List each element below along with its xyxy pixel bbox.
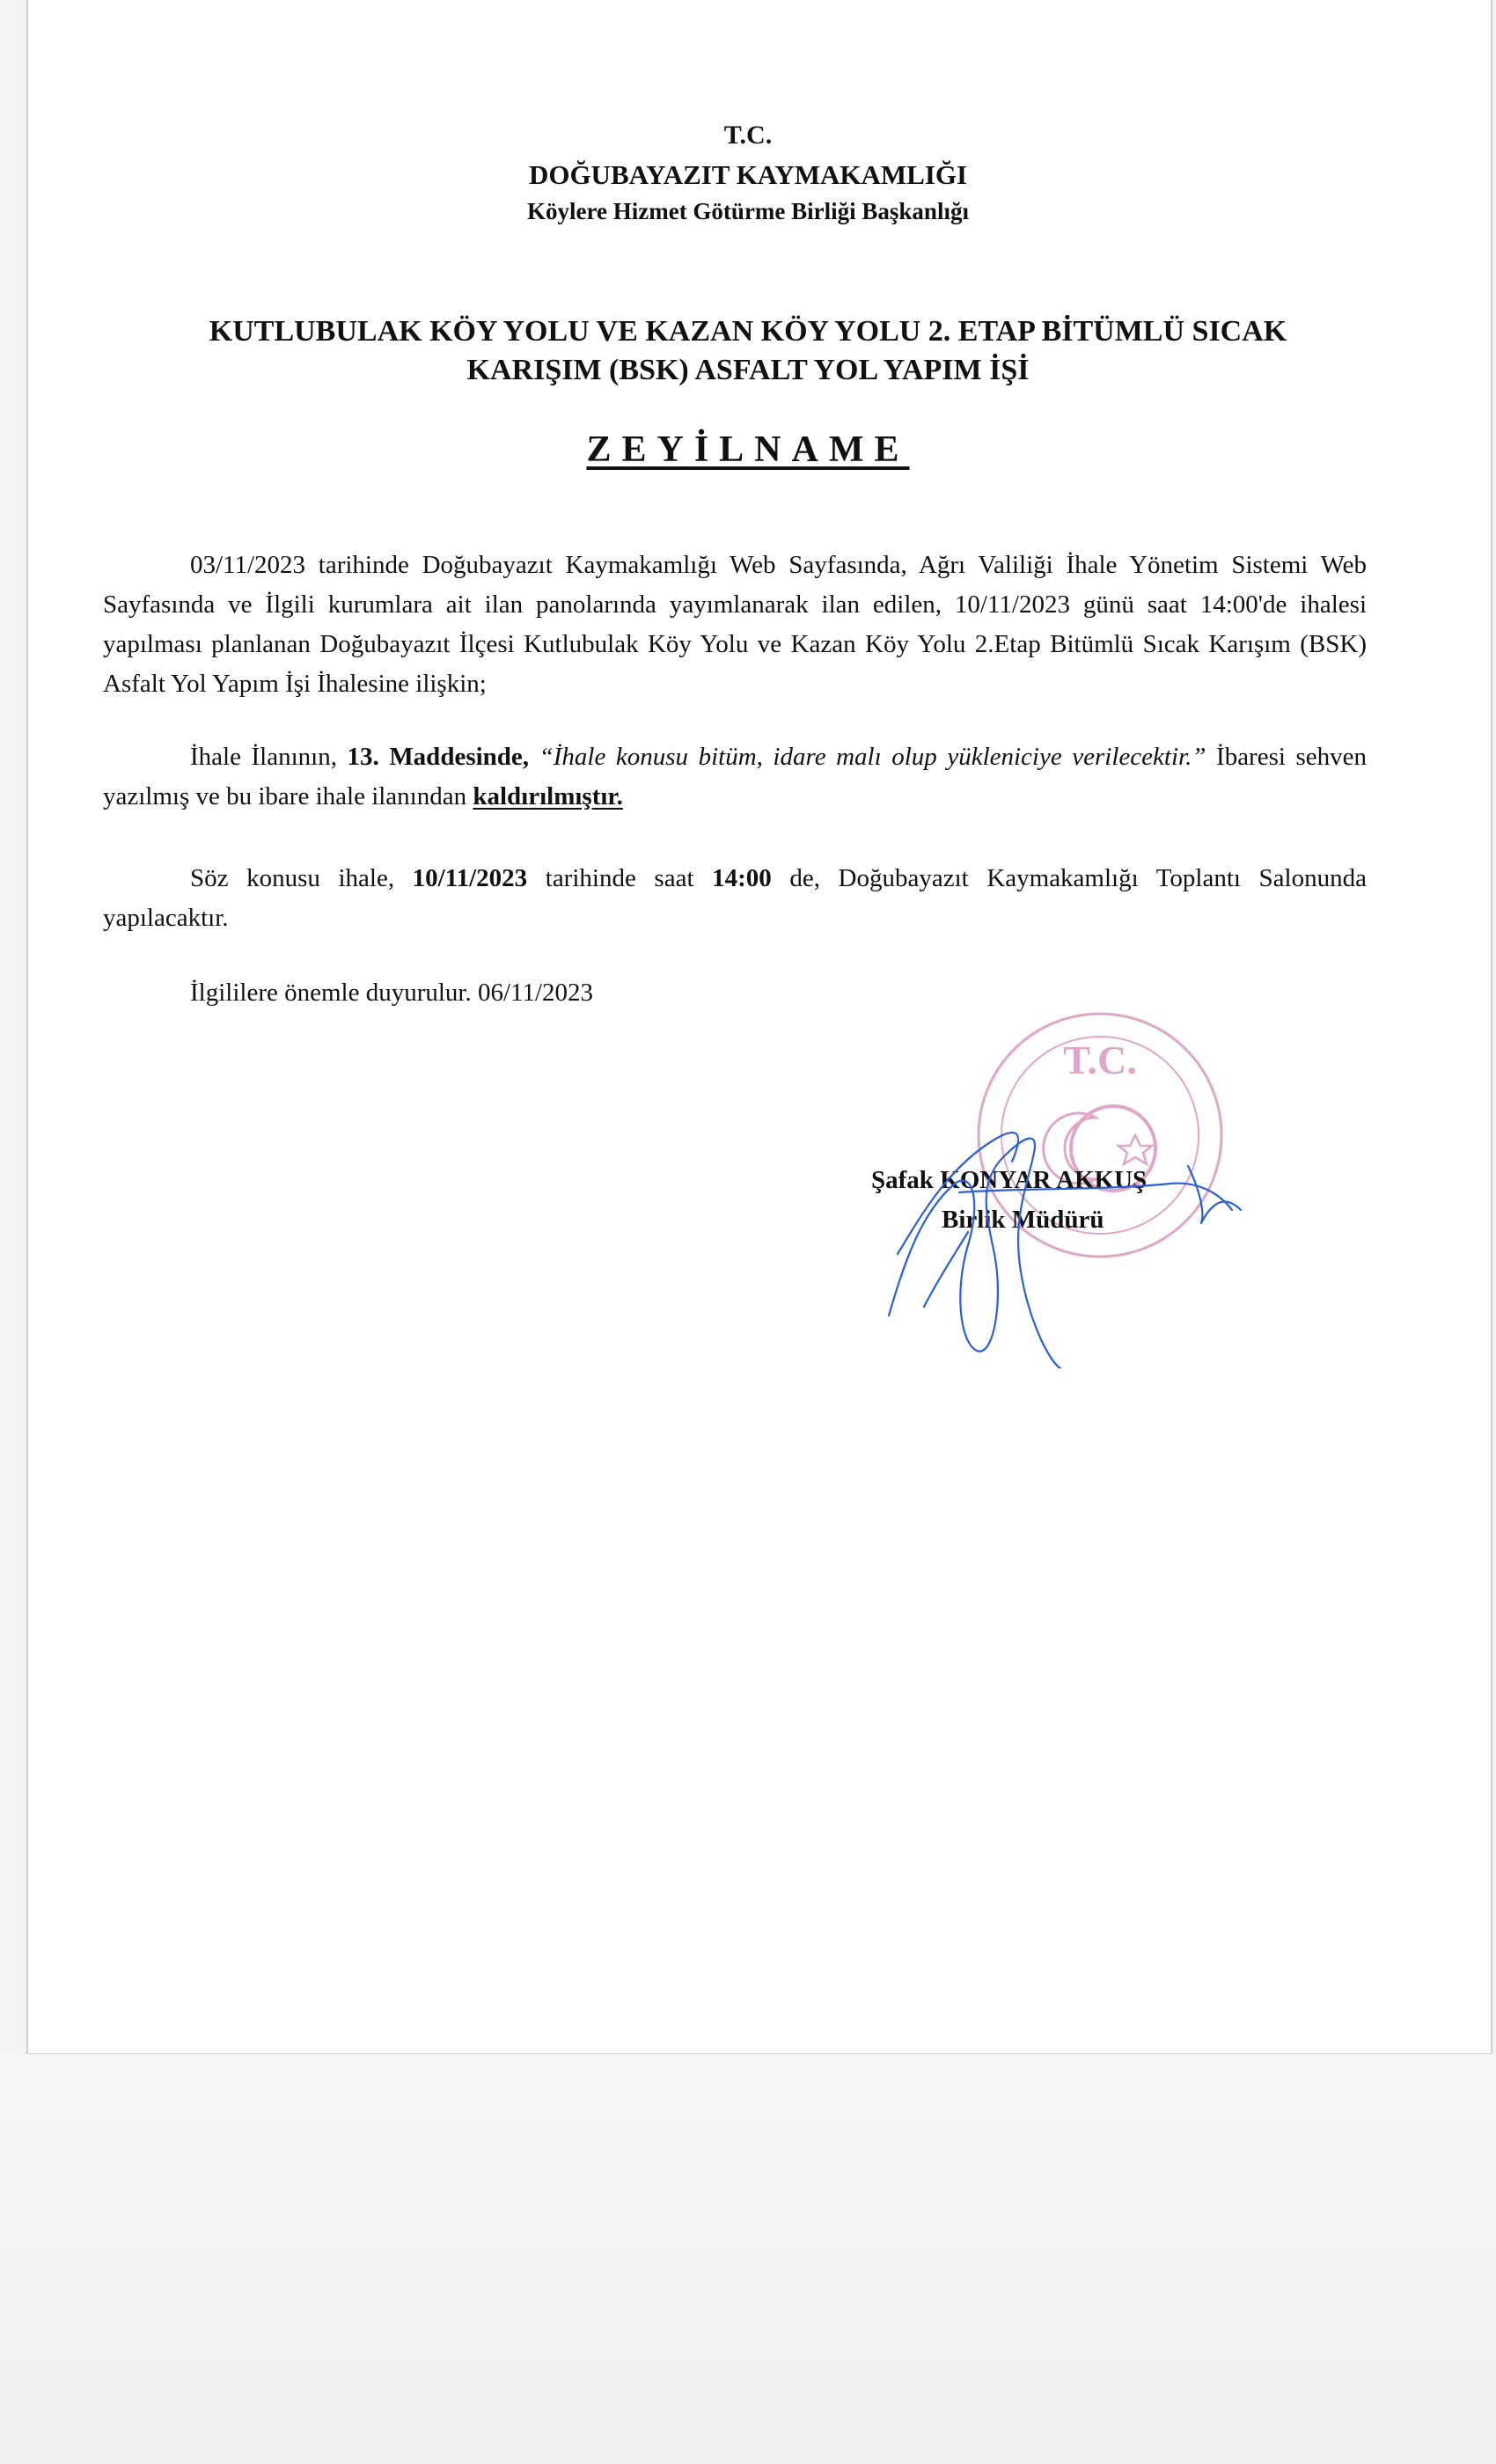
- paragraph-3: [103, 859, 1367, 938]
- handwritten-signature: [871, 1078, 1250, 1368]
- header-district: DOĞUBAYAZIT KAYMAKAMLIĞI: [528, 159, 968, 190]
- scan-background: [0, 2054, 1496, 2464]
- subject-line-2: KARIŞIM (BSK) ASFALT YOL YAPIM İŞİ: [466, 354, 1030, 386]
- paragraph-2-article: 13. Maddesinde,: [347, 743, 530, 771]
- subject-line-1: KUTLUBULAK KÖY YOLU VE KAZAN KÖY YOLU 2. ETAP BİTÜMLÜ SICAK: [209, 315, 1287, 348]
- paragraph-2-text-b: İbaresi sehven yazılmış ve bu ibare ihale ilanından: [103, 743, 1368, 810]
- paragraph-2-quote: “İhale konusu bitüm, idare malı olup yükleniciye verilecektir.”: [539, 743, 1206, 771]
- paragraph-4: İlgililere önemle duyurulur. 06/11/2023: [190, 979, 594, 1007]
- paragraph-2-space: [529, 743, 539, 771]
- paragraph-3-text-a: Söz konusu ihale,: [190, 864, 413, 892]
- header-unit: Köylere Hizmet Götürme Birliği Başkanlığı: [527, 198, 969, 224]
- paragraph-2: [103, 737, 1367, 817]
- paragraph-1: 03/11/2023 tarihinde Doğubayazıt Kaymakamlığı Web Sayfasında, Ağrı Valiliği İhale Yönetim Sistemi Web Sayfasında ve İlgili kurumlara ait ilan panolarında yayımlanarak ilan edilen, 10/11/2023 günü saat 14:00'de ihalesi yapılması planlanan Doğubayazıt İlçesi Kutlubulak Köy Yolu ve Kazan Köy Yolu 2.Etap Bitümlü Sıcak Karışım (BSK) Asfalt Yol Yapım İşi İhalesine ilişkin;: [103, 551, 1367, 698]
- paragraph-2-text-a: İhale İlanının,: [190, 743, 348, 771]
- signatory-name: Şafak KONYAR AKKUŞ: [871, 1166, 1148, 1194]
- paragraph-3-text-b: tarihinde saat: [527, 864, 713, 892]
- paragraph-3-time: 14:00: [712, 864, 772, 892]
- document-page: [26, 0, 1492, 2054]
- signatory-title: Birlik Müdürü: [942, 1206, 1104, 1234]
- paragraph-3-date: 10/11/2023: [412, 864, 528, 892]
- document-title: ZEYİLNAME: [586, 429, 910, 470]
- paragraph-2-removed: kaldırılmıştır.: [473, 782, 623, 810]
- paragraph-3-text-c: de, Doğubayazıt Kaymakamlığı Toplantı Salonunda yapılacaktır.: [103, 864, 1367, 932]
- header-tc: T.C.: [723, 121, 773, 150]
- svg-text:T.C.: T.C.: [1063, 1038, 1137, 1082]
